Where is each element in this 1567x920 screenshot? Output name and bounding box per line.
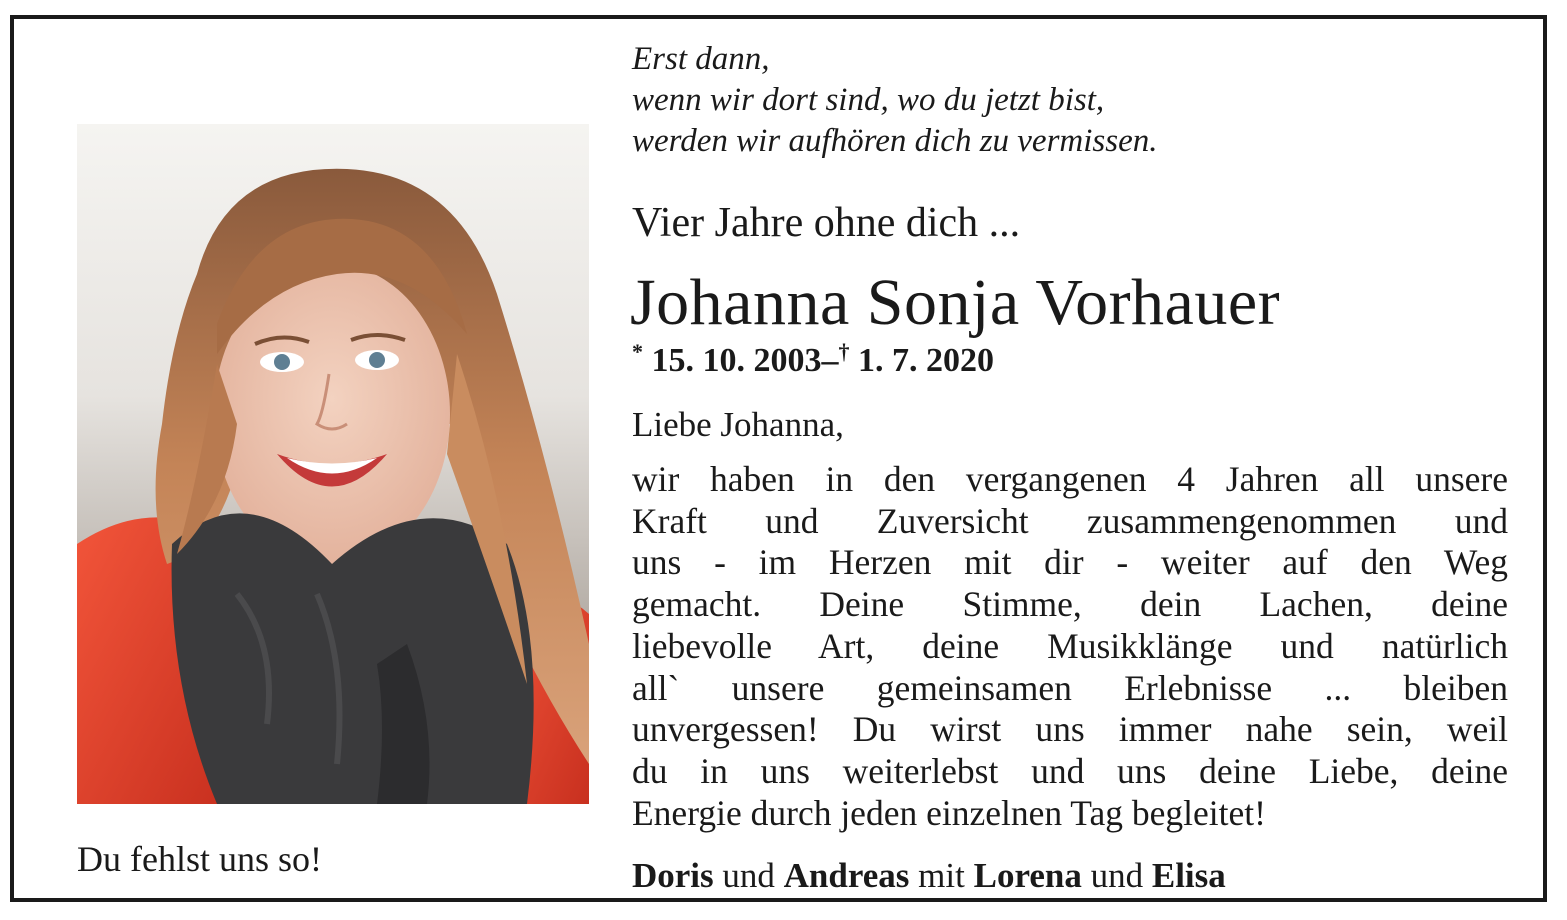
death-date: 1. 7. 2020 <box>858 342 994 379</box>
message-body <box>632 459 1508 834</box>
signer-name: Lorena <box>973 856 1082 895</box>
message-line: du in uns weiterlebst und uns deine Liebe, deine <box>632 750 1508 791</box>
quote-line: werden wir aufhören dich zu vermissen. <box>632 123 1158 159</box>
signer-name: Elisa <box>1151 856 1226 895</box>
message-line: uns - im Herzen mit dir - weiter auf den Weg <box>632 542 1508 583</box>
message-line: all` unsere gemeinsamen Erlebnisse ... bleiben <box>632 667 1508 708</box>
birth-date: 15. 10. 2003 <box>651 342 822 379</box>
message-line: gemacht. Deine Stimme, dein Lachen, deine <box>632 584 1508 625</box>
portrait-illustration <box>77 124 589 804</box>
message-line: Kraft und Zuversicht zusammengenommen und <box>632 500 1508 541</box>
message-line: unvergessen! Du wirst uns immer nahe sein, weil <box>632 709 1508 750</box>
signature-conjunction: und <box>722 856 775 895</box>
date-separator: – <box>821 342 839 379</box>
death-symbol: † <box>838 339 850 364</box>
photo-caption: Du fehlst uns so! <box>77 839 322 879</box>
signature-conjunction: und <box>1090 856 1144 895</box>
memorial-quote <box>632 39 1158 162</box>
message-line: Energie durch jeden einzelnen Tag begleitet! <box>632 792 1266 833</box>
signer-name: Andreas <box>783 856 910 895</box>
deceased-name: Johanna Sonja Vorhauer <box>630 266 1281 339</box>
signer-name: Doris <box>632 856 714 895</box>
obituary-frame <box>10 15 1547 902</box>
quote-line: Erst dann, <box>632 41 770 77</box>
quote-line: wenn wir dort sind, wo du jetzt bist, <box>632 82 1105 118</box>
signature <box>632 856 1226 896</box>
signature-conjunction: mit <box>918 856 965 895</box>
intro-line: Vier Jahre ohne dich ... <box>632 200 1021 246</box>
portrait-photo <box>77 124 589 804</box>
message-line: liebevolle Art, deine Musikklänge und natürlich <box>632 625 1508 666</box>
salutation: Liebe Johanna, <box>632 405 844 444</box>
birth-symbol: * <box>632 339 643 364</box>
life-dates <box>632 341 994 381</box>
message-line: wir haben in den vergangenen 4 Jahren all unsere <box>632 459 1508 499</box>
